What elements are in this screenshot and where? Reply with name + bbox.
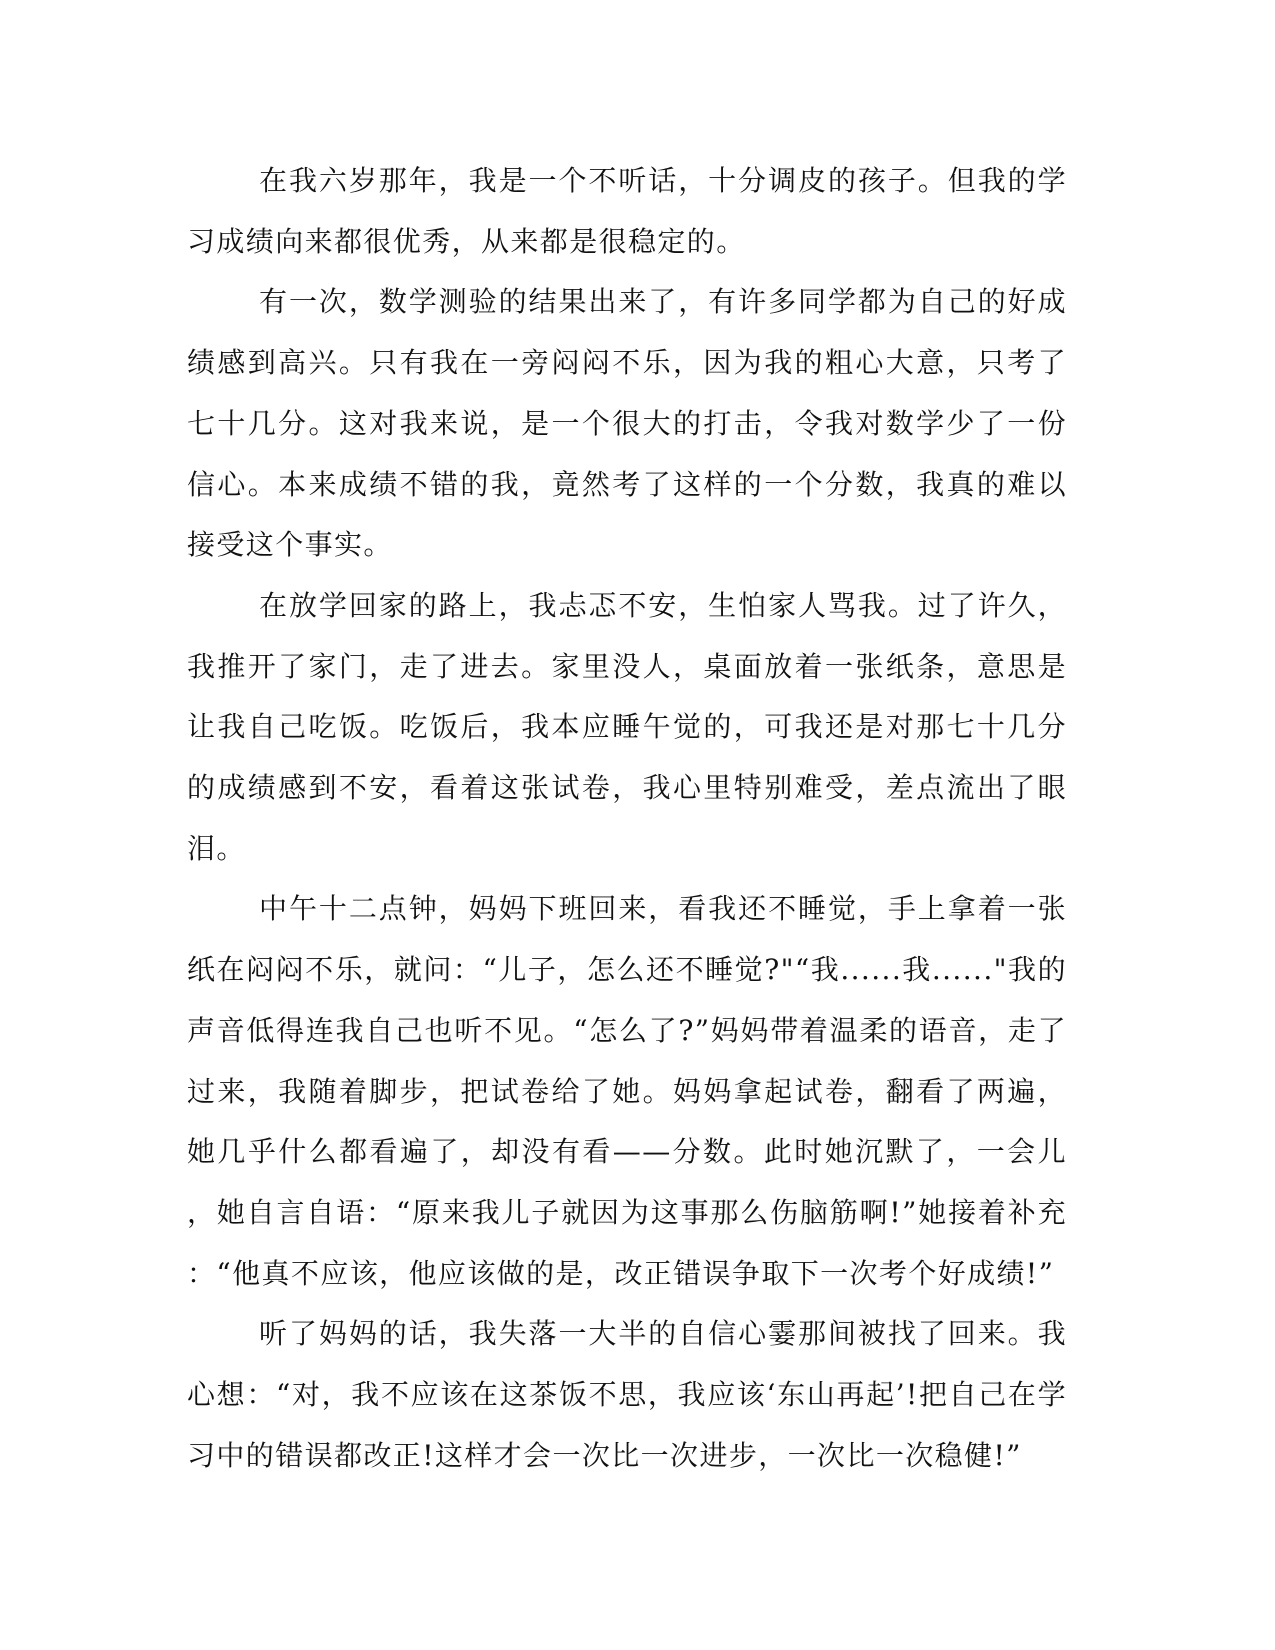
paragraph-2: 有一次，数学测验的结果出来了，有许多同学都为自己的好成绩感到高兴。只有我在一旁闷闷不乐，因为我的粗心大意，只考了七十几分。这对我来说，是一个很大的打击，令我对数学少了一份信心。本来成绩不错的我，竟然考了这样的一个分数，我真的难以接受这个事实。 [187, 285, 1067, 562]
paragraph-1: 在我六岁那年，我是一个不听话，十分调皮的孩子。但我的学习成绩向来都很优秀，从来都是很稳定的。 [187, 164, 1067, 258]
paragraph-4: 中午十二点钟，妈妈下班回来，看我还不睡觉，手上拿着一张纸在闷闷不乐，就问：“儿子，怎么还不睡觉?"“我......我......"我的声音低得连我自己也听不见。“怎么了?”妈妈带着温柔的语音，走了过来，我随着脚步，把试卷给了她。妈妈拿起试卷，翻看了两遍，她几乎什么都看遍了，却没有看——分数。此时她沉默了，一会儿，她自言自语：“原来我儿子就因为这事那么伤脑筋啊!”她接着补充：“他真不应该，他应该做的是，改正错误争取下一次考个好成绩!” [187, 892, 1067, 1290]
document-page [187, 151, 1067, 1486]
paragraph-3: 在放学回家的路上，我忐忑不安，生怕家人骂我。过了许久，我推开了家门，走了进去。家里没人，桌面放着一张纸条，意思是让我自己吃饭。吃饭后，我本应睡午觉的，可我还是对那七十几分的成绩感到不安，看着这张试卷，我心里特别难受，差点流出了眼泪。 [187, 588, 1067, 865]
paragraph-5: 听了妈妈的话，我失落一大半的自信心霎那间被找了回来。我心想：“对，我不应该在这茶饭不思，我应该‘东山再起’!把自己在学习中的错误都改正!这样才会一次比一次进步，一次比一次稳健!” [187, 1317, 1067, 1472]
